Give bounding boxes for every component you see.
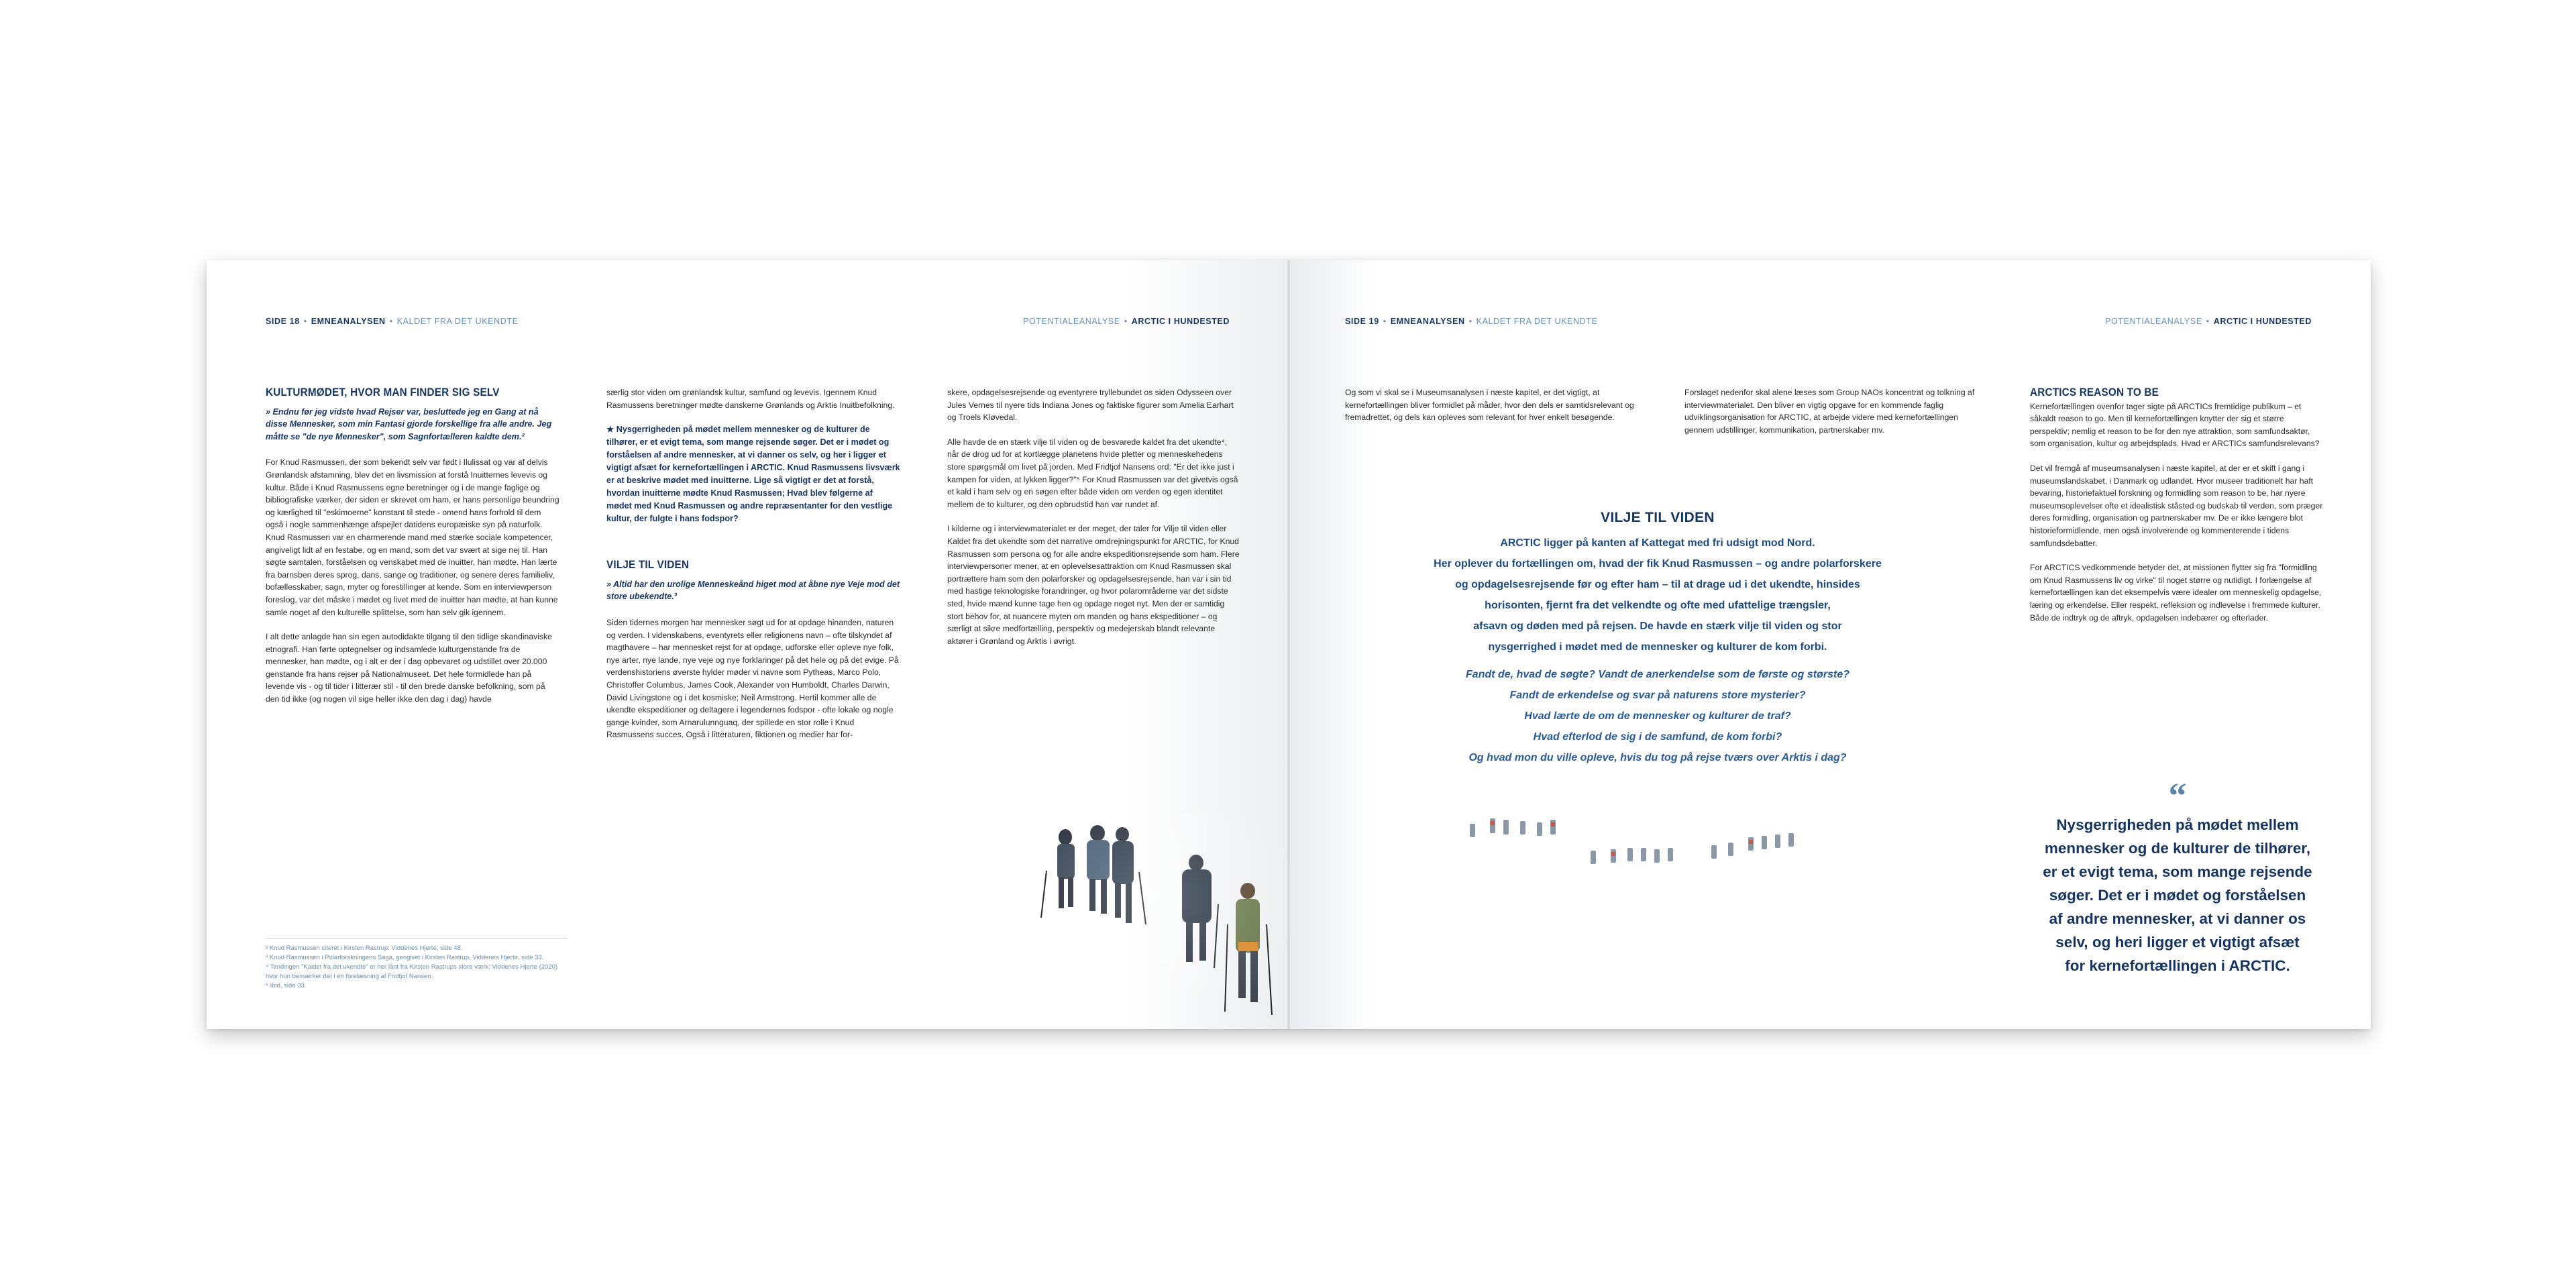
section-name: EMNEANALYSEN (1390, 317, 1465, 326)
question-line: Fandt de, hvad de søgte? Vandt de anerkendelse som de første og største? (1466, 669, 1849, 680)
left-page (207, 260, 1289, 1029)
body-paragraph: Siden tidernes morgen har mennesker søgt ud for at opdage hinanden, naturen og verden. I videnskabens, eventyrets eller religionens navn – ofte tilskyndet af magthavere – har mennesket rejst for at opdage, udforske eller opleve nye folk, nye arter, nye lande, nye veje og nye forklaringer på det hele og på det evige. På verdenshistoriens øverste hylder møder vi navne som Pytheas, Marco Polo, Christoffer Columbus, James Cook, Alexander von Humboldt, Charles Darwin, David Livingstone og i det kosmiske; Neil Armstrong. Hertil kommer alle de ukendte ekspeditioner og deltagere i legendernes fodspor - ofte lokale og nogle gange kvinder, som Arnarulunnguaq, der spillede en stor rolle i Knud Rasmussens succes. Også i litteraturen, fiktionen og medier har for- (606, 617, 899, 740)
question-line: Fandt de erkendelse og svar på naturens store mysterier? (1509, 690, 1806, 701)
core-story-line: nysgerrighed i mødet med de mennesker og kulturer de kom forbi. (1488, 641, 1827, 653)
pull-quote-line: søger. Det er i mødet og forståelsen (2049, 887, 2306, 904)
body-paragraph: Forslaget nedenfor skal alene læses som Group NAOs koncentrat og tolkning af interviewmaterialet. Den bliver en vigtig opgave for en kommende faglig udviklingsorganisation for ARCTIC, at arbejde videre med kernefortællingen gennem udstillinger, kommunikation, partnerskaber mv. (1684, 388, 1975, 435)
report-name: POTENTIALEANALYSE (1023, 317, 1120, 326)
body-paragraph: Og som vi skal se i Museumsanalysen i næste kapitel, er det vigtigt, at kernefortællingen bliver formidlet på måder, hvor den dels er samtidsrelevant og fremadrettet, og dels kan opleves som relevant for hver enkelt besøgende. (1345, 388, 1634, 423)
pull-quote-line: er et evigt tema, som mange rejsende (2043, 863, 2312, 880)
chapter-name: KALDET FRA DET UKENDTE (396, 317, 519, 326)
left-column-1 (266, 386, 559, 718)
brochure-spread (207, 260, 2371, 1029)
body-paragraph: I alt dette anlagde han sin egen autodidakte tilgang til den tidlige skandinaviske etnografi. Han førte optegnelser og indsamlede kulturgenstande fra de mennesker, han mødte, og i alt er der i dag opbevaret og udstillet over 20.000 genstande fra hans rejser på Nationalmuseet. Det hele formidlede han på levende vis - og til tider i litterær stil - til den brede danske befolkning, som på den tid ikke (og nogen vil sige heller ikke den dag i dag) havde (266, 632, 552, 704)
question-line: Hvad lærte de om de mennesker og kulturer de traf? (1524, 710, 1791, 722)
chapter-name: KALDET FRA DET UKENDTE (1476, 317, 1598, 326)
expedition-trail-illustration (1463, 810, 1866, 884)
right-header-breadcrumb: SIDE 19 • EMNEANALYSEN • KALDET FRA DET UKENDTE (1345, 317, 1598, 326)
pull-quote-line: af andre mennesker, at vi danner os (2049, 910, 2306, 927)
footnote: ⁵ Ibid, side 33. (266, 982, 307, 989)
pull-quote-line: mennesker og de kulturer de tilhører, (2044, 840, 2311, 857)
footnote: ³ Knud Rasmussen i Polarforskningens Saga, gengivet i Kirsten Rastrup, Viddenes Hjerte, side 33. (266, 954, 544, 961)
body-paragraph: Det vil fremgå af museumsanalysen i næste kapitel, at der er et skift i gang i museumslandskabet, i Danmark og udlandet. Hvor museer traditionelt har haft bevaring, historiefaktuel forskning og formidling som reason to be, har nyere museumsoplevelser ofte et idealistisk ståsted og budskab til verden, som præger deres formidling, organisation og partnerskaber mv. De er ikke længere blot historieformidlende, men også involverende og kommenterende i tidens samfundsdebatter. (2030, 463, 2323, 548)
core-story-line: afsavn og døden med på rejsen. De havde en stærk vilje til viden og stor (1473, 621, 1842, 632)
pull-quote (2020, 775, 2335, 977)
body-paragraph: For Knud Rasmussen, der som bekendt selv var født i Ilulissat og var af delvis Grønlandsk afstamning, blev det en livsmission at forstå Inuitternes levevis og kultur. Både i Knud Rasmussens egne beretninger og i de mange faglige og bibliografiske værker, der siden er skrevet om ham, er hans personlige beundring og kærlighed til "eskimoerne" konstant til stede - omend hans forhold til dem også i nogle sammenhænge afspejler datidens europæiske syn på naturfolk. Knud Rasmussen var en charmerende mand med stærke sociale kompetencer, angiveligt lidt af en festabe, og en mand, som det var svært at sige nej til. Han søgte samtalen, forståelsen og venskabet med de inuitter, han mødte. Han lærte fra barnsben deres sprog, dans, sange og traditioner, og senere deres familieliv, bofællesskaber, sagn, myter og forestillinger at kende. Som en interviewperson foreslog, var det måske i mødet og livet med de inuitter han mødte, at han kunne samle noget af den kulturelle splittelse, som han selv gik igennem. (266, 458, 559, 617)
project-name: ARCTIC I HUNDESTED (1131, 317, 1230, 326)
page-number: SIDE 19 (1345, 317, 1379, 326)
section-heading: VILJE TIL VIDEN (606, 558, 690, 572)
core-story-line: og opdagelsesrejsende før og efter ham – til at drage ud i det ukendte, hinsides (1455, 579, 1860, 590)
right-header-right: POTENTIALEANALYSE • ARCTIC I HUNDESTED (2105, 317, 2312, 326)
section-heading: ARCTICS REASON TO BE (2030, 386, 2159, 398)
body-paragraph: Kernefortællingen ovenfor tager sigte på ARCTICs fremtidige publikum – et såkaldt reason to go. Men til kernefortællingen knytter der sig et større perspektiv; nemlig et reason to be for den nye attraktion, som samfundsaktør, som organisation, kultur og arbejdsplads. Hvad er ARCTICs samfundsrelevans? (2030, 401, 2320, 449)
pull-quote-line: for kernefortællingen i ARCTIC. (2065, 957, 2290, 974)
right-column-1 (1345, 386, 1639, 436)
left-column-3 (947, 386, 1241, 659)
expedition-climbers-photo (1038, 810, 1289, 1029)
body-paragraph: særlig stor viden om grønlandsk kultur, samfund og levevis. Igennem Knud Rasmussens beretninger mødte danskerne Grønlands og Arktis Inuitbefolkning. (606, 388, 895, 410)
pull-quote-text (2020, 813, 2335, 977)
left-header-breadcrumb: SIDE 18 • EMNEANALYSEN • KALDET FRA DET UKENDTE (266, 317, 519, 326)
footnote: ² Knud Rasmussen citeret i Kirsten Rastrup: Viddenes Hjerte, side 48. (266, 945, 463, 952)
footnotes (266, 938, 568, 991)
core-story-line: Her oplever du fortællingen om, hvad der fik Knud Rasmussen – og andre polarforskere (1434, 558, 1882, 570)
highlight-paragraph: ★ Nysgerrigheden på mødet mellem mennesker og de kulturer de tilhører, er et evigt tema, som mange rejsende søger. Det er i mødet og forståelsen af andre mennesker, at vi danner os selv, og her i ligger et vigtigt afsæt for kernefortællingen i ARCTIC. Knud Rasmussens livsværk er at beskrive mødet med inuitterne. Lige så vigtigt er det at forstå, hvordan inuitterne mødte Knud Rasmussen; Hvad blev følgerne af mødet med Knud Rasmussen og andre repræsentanter for den vestlige kultur, der fulgte i hans fodspor? (606, 425, 900, 524)
right-column-3 (2030, 386, 2324, 636)
core-story-line: ARCTIC ligger på kanten af Kattegat med fri udsigt mod Nord. (1500, 537, 1815, 549)
book-gutter (1287, 260, 1290, 1029)
body-paragraph: Alle havde de en stærk vilje til viden og de besvarede kaldet fra det ukendte⁴, når de drog ud for at kortlægge planetens hvide pletter og menneskehedens store spørgsmål om livet på jorden. Med Fridtjof Nansens ord: "Er det ikke just i kampen for viden, at lykken ligger?"⁵ For Knud Rasmussen var det givetvis også et kald i ham selv og en søgen efter både viden om verden og egen identitet mellem de to kulturer, og den opbrudstid han var rundet af. (947, 437, 1238, 509)
body-paragraph: I kilderne og i interviewmaterialet er der meget, der taler for Vilje til viden eller Kaldet fra det ukendte som det narrative omdrejningspunkt for ARCTIC, for Knud Rasmussen som persona og for alle andre ekspeditionsrejsende som ham. Flere interviewpersoner mener, at en oplevelsesattraktion om Knud Rasmussen skal portrættere ham som den polarforsker og opdagelsesrejsende, han var i sin tid med hastige teknologiske forandringer, og hvor polarområderne var det sidste sted, hvide mænd kunne tage hen og opdage noget nyt. Men der er samtidig stort behov for, at nuancere myten om manden og hans ekspeditioner – og særligt at sikre medfortælling, perspektiv og medejerskab blandt relevante aktører i Grønland og Arktis i øvrigt. (947, 524, 1240, 646)
page-number: SIDE 18 (266, 317, 300, 326)
quote-mark-icon: “ (2168, 775, 2187, 816)
intro-quote: » Endnu før jeg vidste hvad Rejser var, besluttede jeg en Gang at nå disse Mennesker, som min Fantasi gjorde forskellige fra alle andre. Jeg måtte se "de nye Mennesker", som Sagnfortælleren kaldte dem.² (266, 407, 552, 441)
left-header-right: POTENTIALEANALYSE • ARCTIC I HUNDESTED (1023, 317, 1230, 326)
core-story-text (1336, 533, 1980, 657)
pull-quote-line: Nysgerrigheden på mødet mellem (2056, 816, 2299, 833)
left-column-2 (606, 386, 900, 753)
pull-quote-line: selv, og heri ligger et vigtigt afsæt (2055, 934, 2300, 951)
footnote: ⁴ Tendingen "Kaldet fra det ukendte" er her lånt fra Kirsten Rastrups store værk: Viddenes Hjerte (2020) hvor hun bemærker det i en forelæsning af Fridtjof Nansen. (266, 963, 558, 980)
core-story-title: VILJE TIL VIDEN (1601, 510, 1715, 525)
question-line: Og hvad mon du ville opleve, hvis du tog på rejse tværs over Arktis i dag? (1468, 752, 1847, 763)
right-page (1289, 260, 2371, 1029)
question-line: Hvad efterlod de sig i de samfund, de kom forbi? (1533, 731, 1782, 743)
body-paragraph: For ARCTICS vedkommende betyder det, at missionen flytter sig fra "formidling om Knud Rasmussens liv og virke" til noget større og nutidigt. I forlængelse af kernefortællingen kan det eksempelvis være idealer om menneskelig opdagelse, læring og erkendelse. Eller respekt, refleksion og indlevelse i fremmede kulturer. Både de indtryk og de aftryk, opdagelsen indebærer og efterlader. (2030, 563, 2322, 623)
core-story-block (1336, 510, 1980, 768)
body-paragraph: skere, opdagelsesrejsende og eventyrere tryllebundet os siden Odysseen over Jules Vernes til nyere tids Indiana Jones og faktiske figurer som Amelia Earhart og Troels Kløvedal. (947, 388, 1234, 423)
project-name: ARCTIC I HUNDESTED (2213, 317, 2312, 326)
right-column-2 (1684, 386, 1978, 448)
report-name: POTENTIALEANALYSE (2105, 317, 2202, 326)
core-story-line: horisonten, fjernt fra det velkendte og ofte med ufattelige trængsler, (1485, 600, 1831, 611)
intro-quote: » Altid har den urolige Menneskeånd higet mod at åbne nye Veje mod det store ubekendte.³ (606, 579, 900, 602)
section-name: EMNEANALYSEN (311, 317, 386, 326)
section-heading: KULTURMØDET, HVOR MAN FINDER SIG SELV (266, 386, 500, 398)
core-story-questions (1336, 664, 1980, 768)
